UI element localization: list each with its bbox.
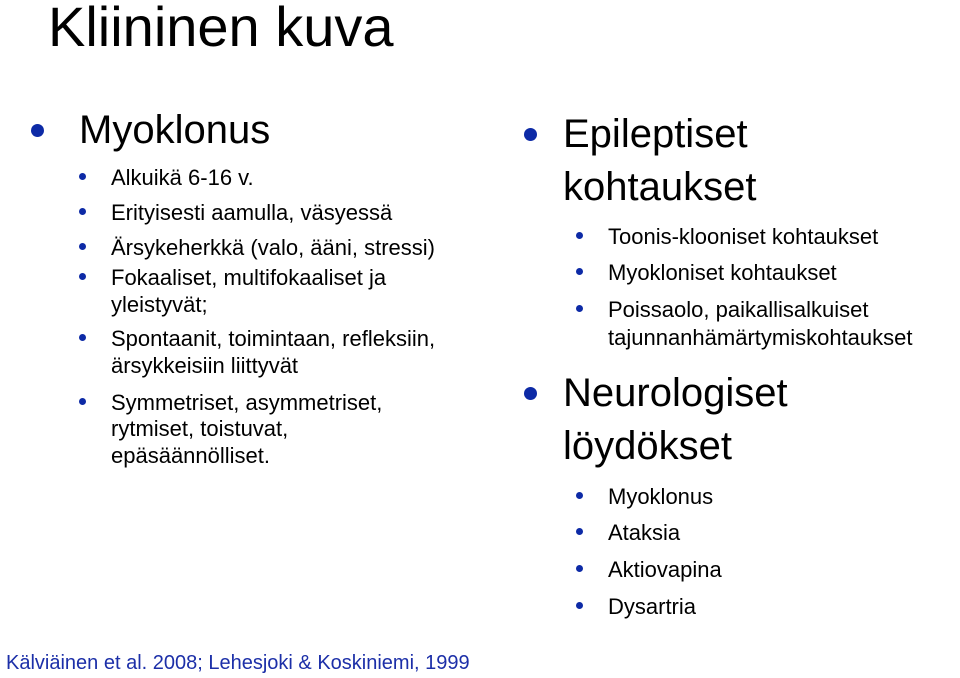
list-item-continuation: rytmiset, toistuvat, bbox=[111, 416, 289, 441]
list-item-continuation: epäsäännölliset. bbox=[111, 443, 271, 468]
list-item: Alkuikä 6-16 v. bbox=[111, 165, 254, 190]
list-item: Aktiovapina bbox=[608, 557, 722, 582]
list-item: Symmetriset, asymmetriset, bbox=[111, 390, 383, 415]
bullet-icon bbox=[576, 602, 583, 609]
list-item: Poissaolo, paikallisalkuiset bbox=[608, 297, 869, 322]
bullet-icon bbox=[79, 334, 86, 341]
list-item-continuation: ärsykkeisiin liittyvät bbox=[111, 353, 299, 378]
bullet-icon bbox=[79, 173, 86, 180]
list-item-continuation: yleistyvät; bbox=[111, 292, 208, 317]
list-item: Erityisesti aamulla, väsyessä bbox=[111, 200, 393, 225]
slide-title: Kliininen kuva bbox=[48, 0, 394, 58]
list-item: Myoklonus bbox=[608, 484, 714, 509]
list-item: Ärsykeherkkä (valo, ääni, stressi) bbox=[111, 235, 435, 260]
neurologiset-heading-line2: löydökset bbox=[563, 424, 732, 468]
list-item: Fokaaliset, multifokaaliset ja bbox=[111, 265, 387, 290]
bullet-icon bbox=[576, 565, 583, 572]
bullet-icon bbox=[79, 243, 86, 250]
bullet-icon bbox=[576, 232, 583, 239]
epileptiset-heading-line2: kohtaukset bbox=[563, 165, 757, 209]
citation-footer: Kälviäinen et al. 2008; Lehesjoki & Koskiniemi, 1999 bbox=[6, 652, 470, 674]
bullet-icon bbox=[524, 128, 537, 141]
bullet-icon bbox=[79, 208, 86, 215]
list-item: Spontaanit, toimintaan, refleksiin, bbox=[111, 326, 436, 351]
bullet-icon bbox=[79, 398, 86, 405]
list-item: Ataksia bbox=[608, 520, 681, 545]
myoklonus-heading: Myoklonus bbox=[79, 108, 271, 152]
bullet-icon bbox=[576, 268, 583, 275]
neurologiset-heading: Neurologiset bbox=[563, 371, 788, 415]
bullet-icon bbox=[31, 124, 44, 137]
bullet-icon bbox=[79, 273, 86, 280]
list-item: Dysartria bbox=[608, 594, 697, 619]
epileptiset-heading: Epileptiset bbox=[563, 112, 748, 156]
bullet-icon bbox=[524, 387, 537, 400]
bullet-icon bbox=[576, 528, 583, 535]
bullet-icon bbox=[576, 492, 583, 499]
list-item: Toonis-klooniset kohtaukset bbox=[608, 224, 879, 249]
list-item-continuation: tajunnanhämärtymiskohtaukset bbox=[608, 325, 913, 350]
bullet-icon bbox=[576, 305, 583, 312]
list-item: Myokloniset kohtaukset bbox=[608, 260, 837, 285]
